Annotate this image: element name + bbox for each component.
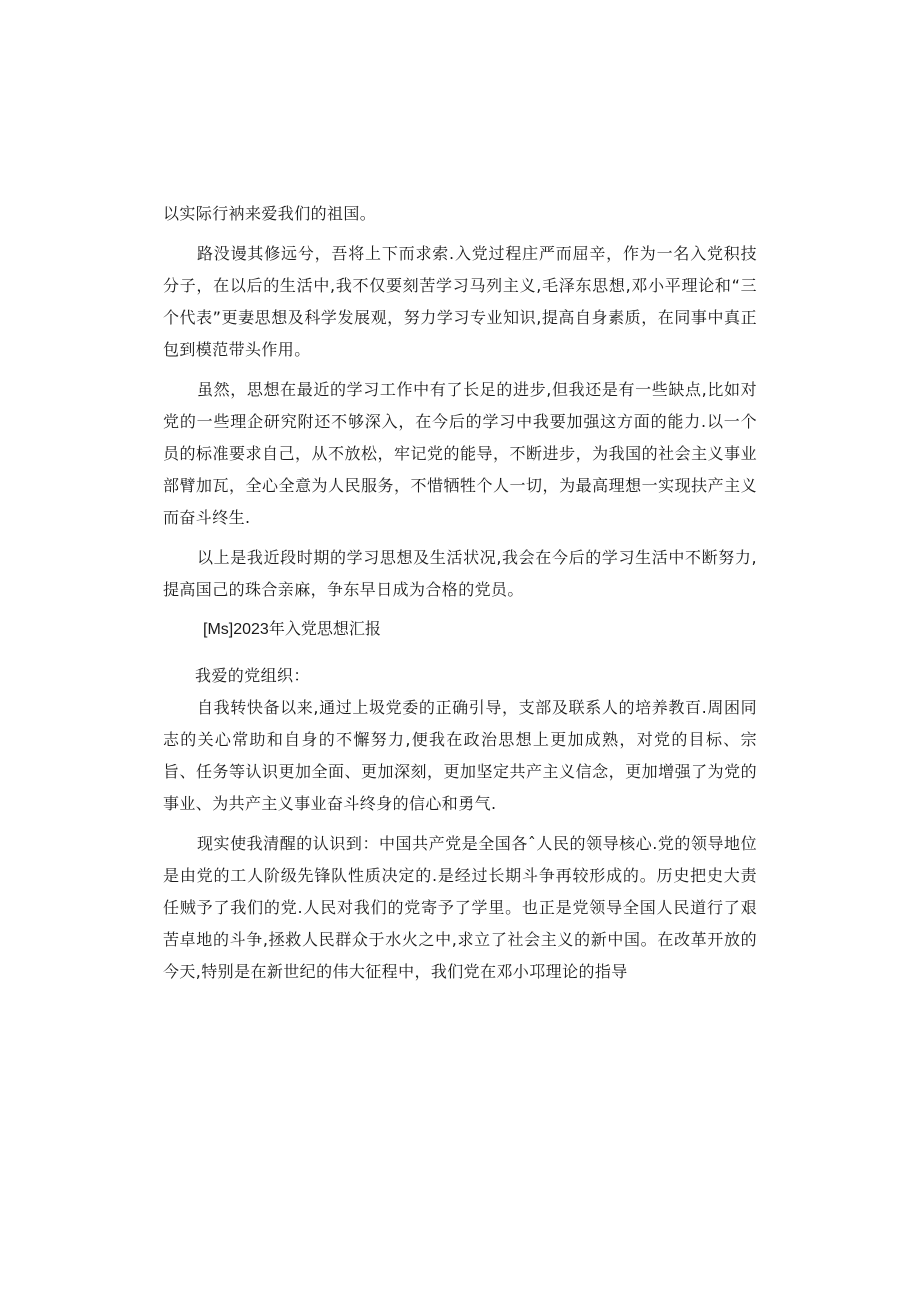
paragraph: 自我转快备以来,通过上圾党委的正确引导，支部及联系人的培养教百.周困同志的关心常助和自身的不懈努力,便我在政治思想上更加成熟，对党的目标、宗旨、任务等认识更加全面、更加深刻，更加坚定共产主义信念，更加增强了为党的事业、为共产主义事业奋斗终身的信心和勇气. <box>163 698 757 813</box>
salutation: 我爱的党组织： <box>195 666 310 685</box>
paragraph: 路没谩其修远兮，吾将上下而求索.入党过程庄严而屈辛，作为一名入党积技分子，在以后的生活中,我不仅要刻苦学习马列主义,毛泽东思想,邓小平理论和“三个代表”更妻思想及科学发展观，努力学习专业知识,提高自身素质，在同事中真正包到模范带头作用。 <box>163 244 757 359</box>
paragraph: 以上是我近段时期的学习思想及生活状况,我会在今后的学习生活中不断努力,提高国己的珠合亲麻，争东早日成为合格的党员。 <box>163 548 757 599</box>
paragraph-continuation: 以实际行衲来爱我们的祖国。 <box>163 204 377 223</box>
document-body <box>163 198 757 996</box>
paragraph: 现实使我清醒的认识到：中国共产党是全国各ˆ人民的领导核心.党的领导地位是由党的工人阶级先锋队性质决定的.是经过长期斗争再较形成的。历史把史大责任贼予了我们的党.人民对我们的党寄予了学里。也正是党领导全国人民道行了艰苦卓地的斗争,拯救人民群众于水火之中,求立了社会主义的新中国。在改革开放的今天,特别是在新世纪的伟大征程中，我们党在邓小邛理论的指导 <box>163 834 757 981</box>
section-heading: [Ms]2023年入党思想汇报 <box>203 621 381 638</box>
paragraph: 虽然，思想在最近的学习工作中有了长足的进步,但我还是有一些缺点,比如对党的一些理企研究附还不够深入，在今后的学习中我要加强这方面的能力.以一个员的标准要求自己，从不放松，牢记党的能导，不断进步，为我国的社会主义事业部臂加瓦，全心全意为人民服务，不惜牺牲个人一切，为最高理想一实现扶产主义而奋斗终生. <box>163 380 757 527</box>
